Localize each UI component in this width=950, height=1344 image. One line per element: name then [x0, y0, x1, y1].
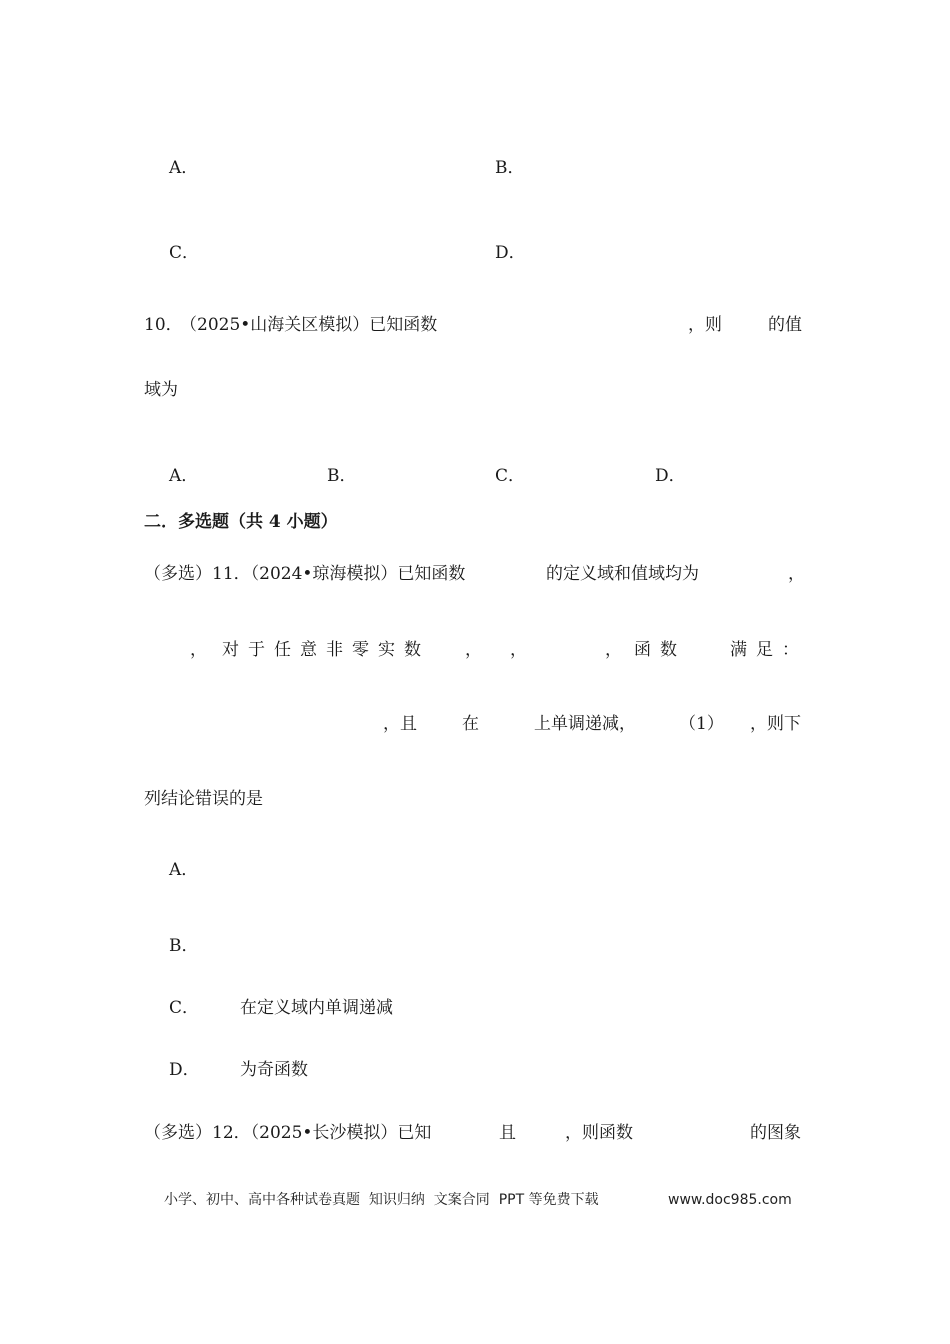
q11-option-c-text: 在定义域内单调递减 — [240, 998, 393, 1018]
q10-range-for: 域为 — [144, 380, 178, 400]
q12-then-function: ，则函数 — [565, 1123, 633, 1143]
q11-line4: 列结论错误的是 — [144, 789, 263, 809]
q10-option-a: A． — [169, 466, 199, 486]
q11-option-c-label: C． — [169, 998, 200, 1018]
q9-option-c: C． — [169, 243, 200, 263]
q11-line2-comma-2: ， — [465, 640, 482, 660]
q11-line2-comma-3: ， — [510, 640, 527, 660]
q11-source: （多选）11．（2024•琼海模拟）已知函数 — [144, 564, 466, 584]
q11-line2-any-nonzero: 对于任意非零实数 — [222, 640, 430, 660]
q9-option-a: A． — [169, 158, 199, 178]
q11-comma-end: ， — [788, 564, 805, 584]
q9-option-d: D． — [495, 243, 526, 263]
q11-line3-monotone: 上单调递减， — [534, 714, 636, 734]
q11-line3-and: ，且 — [383, 714, 417, 734]
q11-option-d-label: D． — [169, 1060, 200, 1080]
q11-option-d-text: 为奇函数 — [240, 1060, 308, 1080]
q11-option-b: B． — [169, 936, 199, 956]
q10-of-value: 的值 — [768, 315, 802, 335]
q10-option-b: B． — [327, 466, 357, 486]
q11-option-a: A． — [169, 860, 199, 880]
q11-line2-comma-1: ， — [190, 640, 207, 660]
q11-line3-then: ，则下 — [750, 714, 801, 734]
q10-then: ，则 — [688, 315, 722, 335]
q11-line3-one: （1） — [679, 714, 724, 734]
q11-line2-satisfy: 满足： — [730, 640, 808, 660]
q10-number: 10． — [144, 315, 183, 335]
q11-line2-comma-4: ， — [605, 640, 622, 660]
footer-text: 小学、初中、高中各种试卷真题 知识归纳 文案合同 PPT 等免费下载 — [164, 1192, 599, 1208]
section-title: 二．多选题（共 4 小题） — [144, 512, 338, 532]
q11-line3-at: 在 — [462, 714, 479, 734]
q11-line2-function: 函数 — [634, 640, 686, 660]
q12-and: 且 — [499, 1123, 516, 1143]
q9-option-b: B． — [495, 158, 525, 178]
q10-source: （2025•山海关区模拟）已知函数 — [180, 315, 438, 335]
q11-domain-range: 的定义域和值域均为 — [546, 564, 699, 584]
q12-graph: 的图象 — [750, 1123, 801, 1143]
q10-option-c: C． — [495, 466, 526, 486]
q10-option-d: D． — [655, 466, 686, 486]
q12-source: （多选）12．（2025•长沙模拟）已知 — [144, 1123, 432, 1143]
footer-url[interactable]: www.doc985.com — [668, 1192, 792, 1208]
